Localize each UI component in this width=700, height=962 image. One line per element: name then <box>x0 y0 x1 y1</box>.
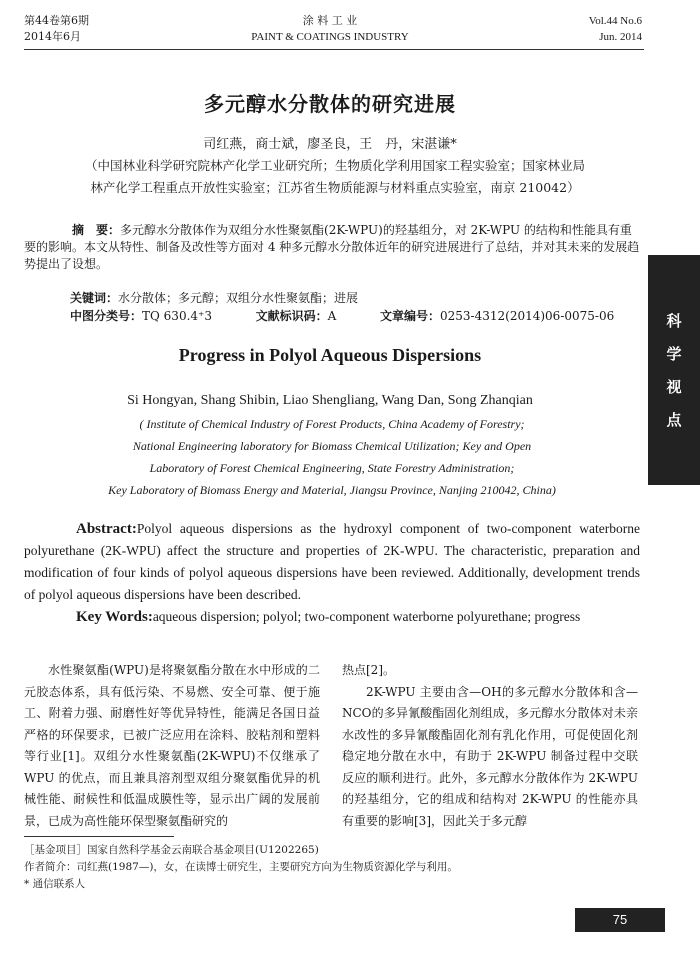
doc-code-label: 文献标识码： <box>255 309 328 323</box>
affiliation-en-line3: Laboratory of Forest Chemical Engineering, State Forestry Administration; <box>149 461 515 475</box>
keywords-en <box>24 606 640 628</box>
keywords-en-label: Key Words: <box>76 609 153 625</box>
keywords-cn <box>70 290 358 307</box>
authors-en: Si Hongyan, Shang Shibin, Liao Shengliang, Wang Dan, Song Zhanqian <box>127 393 533 408</box>
keywords-cn-text: 水分散体；多元醇；双组分水性聚氨酯；进展 <box>118 291 359 305</box>
footnote-author: 作者简介：司红燕(1987—)，女，在读博士研究生，主要研究方向为生物质资源化学与利用。 <box>24 861 458 873</box>
journal-name-cn: 涂 料 工 业 <box>302 14 358 27</box>
abstract-en-text: Polyol aqueous dispersions as the hydroxyl component of two-component waterborne polyurethane (2K-WPU) affect the structure and properties of 2K-WPU. The characteristic, preparation and modification of four kinds of polyol aqueous dispersions have been reviewed. Additionally, development trends of polyol aqueous dispersions have been described. <box>24 521 640 602</box>
footnote-rule <box>24 836 174 837</box>
journal-name-en: PAINT & COATINGS INDUSTRY <box>251 31 409 43</box>
header-volume: 第44卷第6期 <box>24 14 89 27</box>
footnote-corresponding: * 通信联系人 <box>24 878 86 890</box>
affiliation-cn-line1: （中国林业科学研究院林产化学工业研究所；生物质化学利用国家工程实验室；国家林业局 <box>84 158 585 173</box>
clc-label: 中图分类号： <box>70 309 143 323</box>
header-volume-en: Vol.44 No.6 <box>588 15 642 27</box>
body-column-right <box>342 660 638 832</box>
keywords-cn-label: 关键词： <box>70 291 119 305</box>
article-title-cn: 多元醇水分散体的研究进展 <box>204 92 456 116</box>
header-rule <box>24 49 644 50</box>
classification-line <box>70 308 614 325</box>
side-tab-char-3: 视 <box>666 378 682 396</box>
side-tab-char-2: 学 <box>666 345 682 363</box>
header-date: 2014年6月 <box>24 30 81 43</box>
affiliation-en-line4: Key Laboratory of Biomass Energy and Material, Jiangsu Province, Nanjing 210042, China) <box>108 483 556 497</box>
abstract-en <box>24 518 640 606</box>
doc-code: A <box>327 309 337 323</box>
authors-cn: 司红燕，商士斌，廖圣良，王 丹，宋湛谦* <box>203 137 457 152</box>
abstract-cn <box>24 222 640 273</box>
affiliation-cn-line2: 林产化学工程重点开放性实验室；江苏省生物质能源与材料重点实验室，南京 210042） <box>90 180 580 195</box>
article-number-label: 文章编号： <box>380 309 441 323</box>
article-number: 0253-4312(2014)06-0075-06 <box>440 309 615 323</box>
body-right-paragraph: 2K-WPU 主要由含—OH的多元醇水分散体和含—NCO的多异氰酸酯固化剂组成，多元醇水分散体对未亲水改性的多异氰酸酯固化剂有乳化作用，可促使固化剂稳定地分散在水中，有助于 2K-WPU 制备过程中交联反应的顺利进行。此外，多元醇水分散体作为 2K-WPU 的羟基组分，它的组成和结构对 2K-WPU 的性能亦具有重要的影响[3]，因此关于多元醇 <box>342 684 638 828</box>
article-title-en: Progress in Polyol Aqueous Dispersions <box>178 345 482 365</box>
abstract-cn-label: 摘 要： <box>72 223 121 237</box>
abstract-cn-text: 多元醇水分散体作为双组分水性聚氨酯(2K-WPU)的羟基组分，对 2K-WPU 的结构和性能具有重要的影响。本文从特性、制备及改性等方面对 4 种多元醇水分散体近年的研究进展进行了总结，并对其未来的发展趋势提出了设想。 <box>24 223 640 271</box>
header-date-en: Jun. 2014 <box>599 31 642 43</box>
keywords-en-text: aqueous dispersion; polyol; two-component waterborne polyurethane; progress <box>152 609 581 624</box>
body-right-continuation: 热点[2]。 <box>342 663 395 677</box>
abstract-en-label: Abstract: <box>76 521 137 537</box>
section-side-tab <box>648 255 700 485</box>
affiliation-en-line2: National Engineering laboratory for Biomass Chemical Utilization; Key and Open <box>132 439 532 453</box>
clc-code: TQ 630.4⁺3 <box>142 309 212 323</box>
side-tab-char-4: 点 <box>666 411 682 429</box>
page-number: 75 <box>575 908 665 932</box>
body-column-left: 水性聚氨酯(WPU)是将聚氨酯分散在水中形成的二元胶态体系，具有低污染、不易燃、安全可靠、便于施工、附着力强、耐磨性好等优异特性，能满足各国日益严格的环保要求，已被广泛应用在涂料、胶粘剂和塑料等行业[1]。双组分水性聚氨酯(2K-WPU)不仅继承了 WPU 的优点，而且兼具溶剂型双组分聚氨酯优异的机械性能、耐候性和低温成膜性等，显示出广阔的发展前景，已成为高性能环保型聚氨酯研究的 <box>24 663 320 828</box>
affiliation-en-line1: ( Institute of Chemical Industry of Forest Products, China Academy of Forestry; <box>139 417 525 431</box>
side-tab-char-1: 科 <box>666 312 682 330</box>
footnote-fund: ［基金项目］国家自然科学基金云南联合基金项目(U1202265) <box>24 844 319 856</box>
